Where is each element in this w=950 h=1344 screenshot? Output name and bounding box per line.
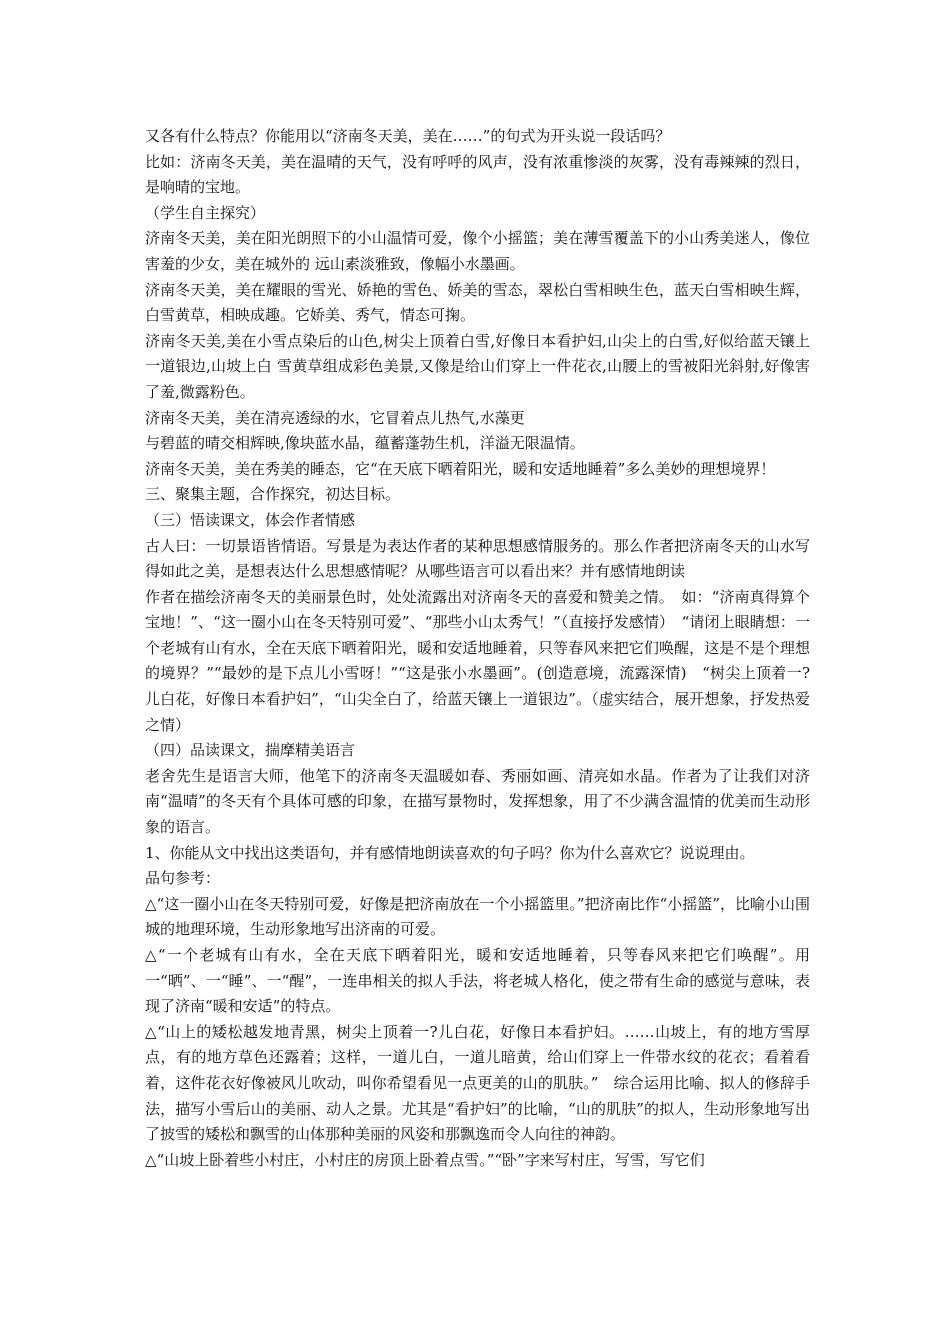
paragraph: 古人曰：一切景语皆情语。写景是为表达作者的某种思想感情服务的。那么作者把济南冬天的山水写得如此之美，是想表达什么思想感情呢？从哪些语言可以看出来？并有感情地朗读 bbox=[145, 536, 810, 581]
paragraph: 比如：济南冬天美，美在温晴的天气，没有呼呼的风声，没有浓重惨淡的灰雾，没有毒辣辣的烈日，是响晴的宝地。 bbox=[145, 152, 810, 197]
paragraph: 1、你能从文中找出这类语句，并有感情地朗读喜欢的句子吗？你为什么喜欢它？说说理由。 bbox=[145, 843, 755, 862]
paragraph: 济南冬天美，美在清亮透绿的水，它冒着点儿热气,水藻更 bbox=[145, 408, 525, 427]
subsection-heading: （四）品读课文，揣摩精美语言 bbox=[145, 741, 356, 760]
subsection-heading: （三）悟读课文，体会作者情感 bbox=[145, 510, 356, 529]
paragraph: 老舍先生是语言大师，他笔下的济南冬天温暖如春、秀丽如画、清亮如水晶。作者为了让我们对济南“温晴”的冬天有个具体可感的印象，在描写景物时，发挥想象，用了不少满含温情的优美而生动形象的语言。 bbox=[145, 766, 810, 837]
paragraph: △“山坡上卧着些小村庄，小村庄的房顶上卧着点雪。”“卧”字来写村庄，写雪，写它们 bbox=[145, 1150, 705, 1169]
paragraph: 与碧蓝的晴交相辉映,像块蓝水晶，蕴蓄蓬勃生机，洋溢无限温情。 bbox=[145, 434, 585, 453]
paragraph: （学生自主探究） bbox=[145, 203, 266, 222]
paragraph: 济南冬天美，美在耀眼的雪光、娇艳的雪色、娇美的雪态，翠松白雪相映生色，蓝天白雪相映生辉，白雪黄草，相映成趣。它娇美、秀气，情态可掬。 bbox=[145, 280, 810, 325]
paragraph: 济南冬天美，美在秀美的睡态，它“在天底下晒着阳光，暖和安适地睡着”多么美妙的理想境界！ bbox=[145, 459, 776, 478]
document-page bbox=[145, 124, 810, 1173]
paragraph: △“一个老城有山有水，全在天底下晒着阳光，暖和安适地睡着，只等春风来把它们唤醒”。用一“晒”、一“睡”、一“醒”，一连串相关的拟人手法，将老城人格化，使之带有生命的感觉与意味，表现了济南“暖和安适”的特点。 bbox=[145, 946, 810, 1016]
section-heading: 三、聚集主题，合作探究，初达目标。 bbox=[145, 485, 401, 504]
paragraph: 又各有什么特点？你能用以“济南冬天美，美在……”的句式为开头说一段话吗？ bbox=[145, 127, 671, 145]
paragraph: 作者在描绘济南冬天的美丽景色时，处处流露出对济南冬天的喜爱和赞美之情。 如：“济南真得算个宝地！”、“这一圈小山在冬天特别可爱”、“那些小山太秀气！”（直接抒发感情） “请闭上眼睛想：一个老城有山有水，全在天底下晒着阳光，暖和安适地睡着，只等春风来把它们唤醒，这是不是个理想的境界？”“最妙的是下点儿小雪呀！”“这是张小水墨画”。(创造意境，流露深情) “树尖上顶着一?儿白花，好像日本看护妇”，“山尖全白了，给蓝天镶上一道银边”。（虚实结合，展开想象，抒发热爱之情） bbox=[145, 587, 810, 734]
paragraph: △“这一圈小山在冬天特别可爱，好像是把济南放在一个小摇篮里。”把济南比作“小摇篮”，比喻小山围城的地理环境，生动形象地写出济南的可爱。 bbox=[145, 894, 810, 939]
paragraph: 济南冬天美,美在小雪点染后的山色,树尖上顶着白雪,好像日本看护妇,山尖上的白雪,好似给蓝天镶上一道银边,山坡上白 雪黄草组成彩色美景,又像是给山们穿上一件花衣,山腰上的雪被阳光斜射,好像害了羞,微露粉色。 bbox=[145, 331, 810, 401]
paragraph: 济南冬天美，美在阳光朗照下的小山温情可爱，像个小摇篮；美在薄雪覆盖下的小山秀美迷人，像位害羞的少女，美在城外的 远山素淡雅致，像幅小水墨画。 bbox=[145, 229, 810, 273]
paragraph: 品句参考： bbox=[145, 869, 221, 888]
paragraph: △“山上的矮松越发地青黑，树尖上顶着一?儿白花，好像日本看护妇。……山坡上，有的地方雪厚点，有的地方草色还露着；这样，一道儿白，一道儿暗黄，给山们穿上一件带水纹的花衣；看着看着，这件花衣好像被风儿吹动，叫你希望看见一点更美的山的肌肤。” 综合运用比喻、拟人的修辞手法，描写小雪后山的美丽、动人之景。尤其是“看护妇”的比喻，“山的肌肤”的拟人，生动形象地写出了披雪的矮松和飘雪的山体那种美丽的风姿和那飘逸而令人向往的神韵。 bbox=[145, 1022, 810, 1144]
